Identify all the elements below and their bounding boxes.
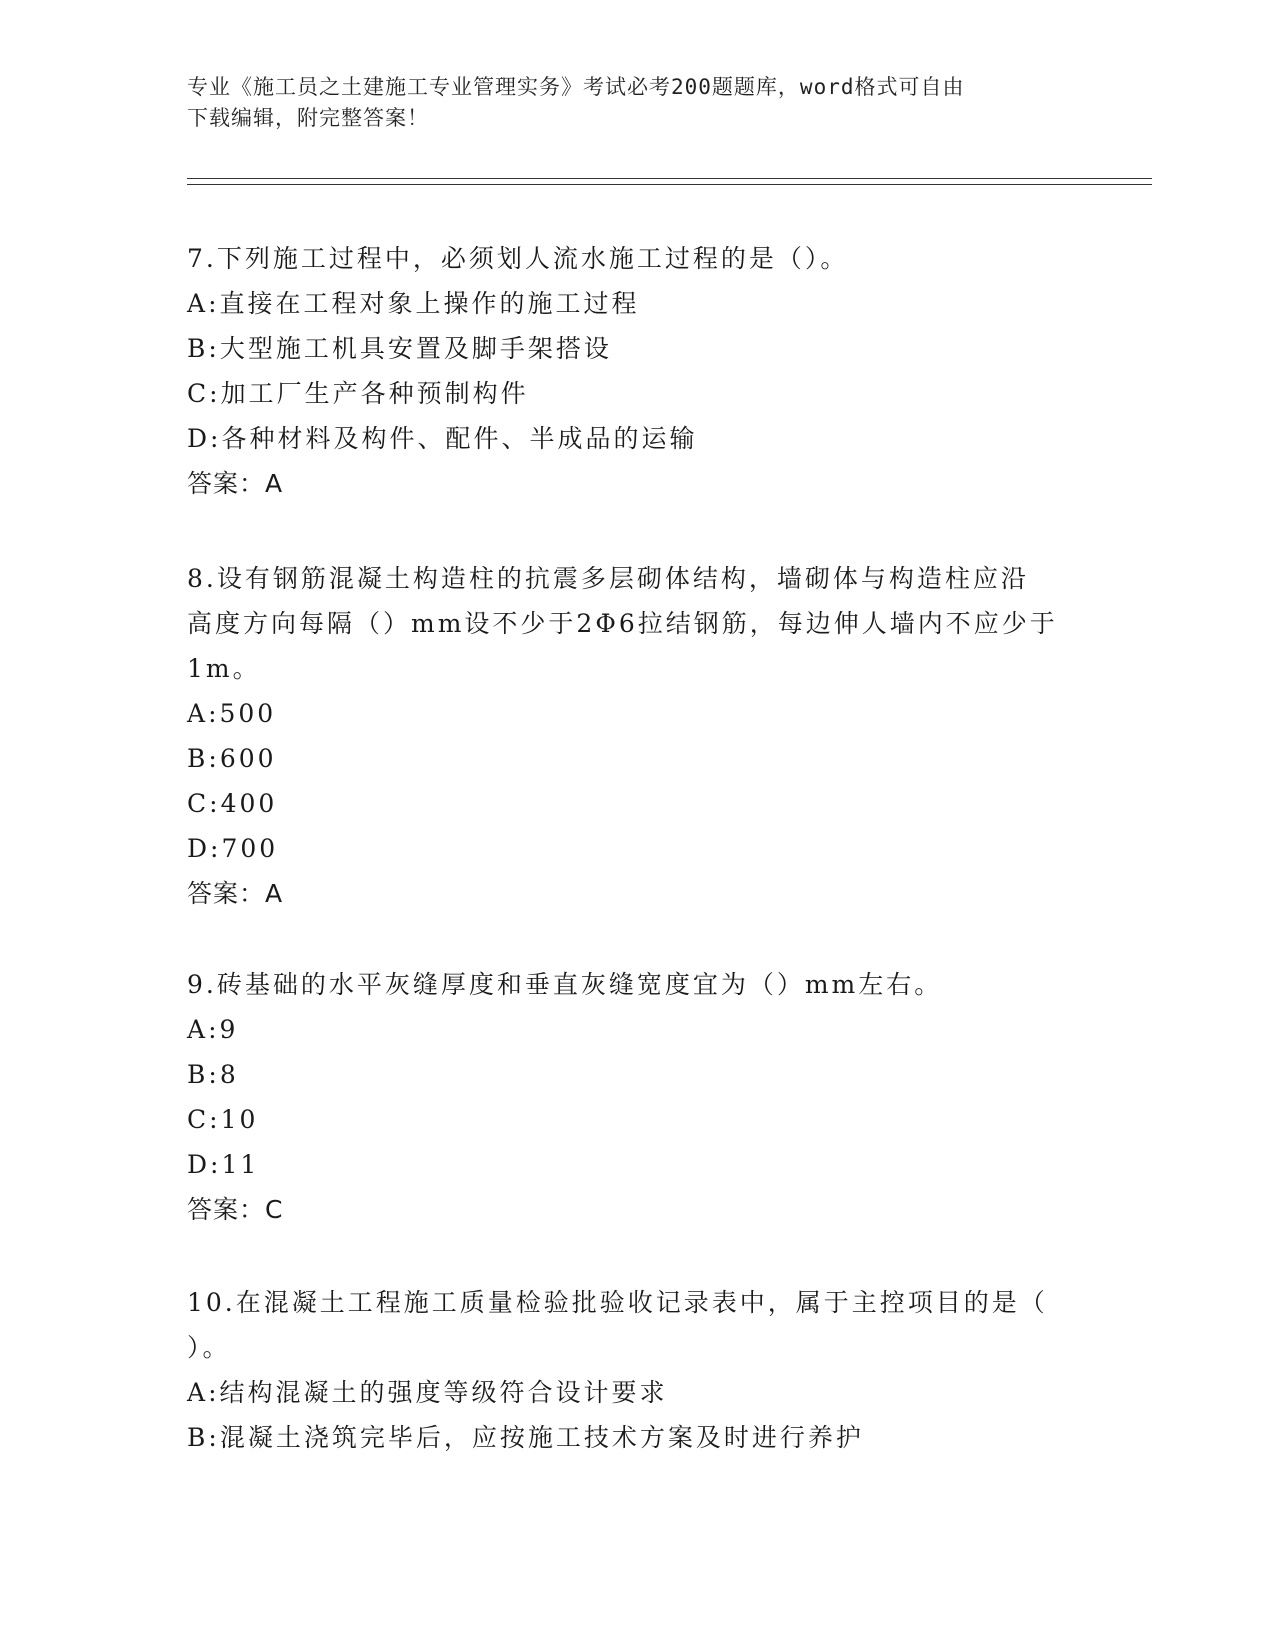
- option-separator: :: [209, 789, 221, 818]
- option-text: 加工厂生产各种预制构件: [220, 379, 529, 408]
- option-text: 10: [220, 1105, 259, 1134]
- question-9: [187, 962, 1087, 1232]
- option-separator: :: [210, 424, 222, 453]
- option-letter: D: [187, 424, 211, 453]
- option-letter: A: [187, 289, 209, 318]
- option-letter: B: [187, 744, 209, 773]
- option-separator: :: [209, 1105, 221, 1134]
- option-d: [187, 416, 1087, 461]
- answer-line: 答案：A: [187, 879, 284, 908]
- header-divider-bottom: [187, 184, 1152, 185]
- option-a: [187, 1007, 1087, 1052]
- header-divider-top: [187, 178, 1152, 179]
- header-line-1: 专业《施工员之土建施工专业管理实务》考试必考200题题库，word格式可自由: [187, 75, 965, 99]
- question-7: [187, 236, 1087, 506]
- option-b: [187, 736, 1087, 781]
- question-stem: 10.在混凝土工程施工质量检验批验收记录表中，属于主控项目的是（: [187, 1288, 1048, 1317]
- option-letter: A: [187, 1015, 209, 1044]
- option-d: [187, 1142, 1087, 1187]
- option-b: [187, 326, 1087, 371]
- question-stem: 7.下列施工过程中，必须划人流水施工过程的是（）。: [187, 244, 849, 273]
- option-separator: :: [208, 334, 220, 363]
- option-separator: :: [208, 744, 220, 773]
- option-text: 700: [221, 834, 279, 863]
- document-header: [187, 72, 1067, 134]
- option-text: 混凝土浇筑完毕后，应按施工技术方案及时进行养护: [219, 1423, 864, 1452]
- question-stem: 1m。: [187, 654, 261, 683]
- option-c: [187, 1097, 1087, 1142]
- option-letter: B: [187, 1060, 209, 1089]
- option-separator: :: [210, 1150, 222, 1179]
- question-stem: 高度方向每隔（）mm设不少于2Φ6拉结钢筋，每边伸人墙内不应少于: [187, 609, 1058, 638]
- question-stem: 9.砖基础的水平灰缝厚度和垂直灰缝宽度宜为（）mm左右。: [187, 970, 943, 999]
- option-text: 400: [220, 789, 278, 818]
- option-d: [187, 826, 1087, 871]
- option-letter: B: [187, 1423, 209, 1452]
- answer-line: 答案：C: [187, 1195, 284, 1224]
- option-separator: :: [208, 1378, 220, 1407]
- option-separator: :: [208, 1423, 220, 1452]
- option-separator: :: [208, 1060, 220, 1089]
- option-text: 直接在工程对象上操作的施工过程: [219, 289, 640, 318]
- option-letter: D: [187, 834, 211, 863]
- option-a: [187, 1370, 1087, 1415]
- option-c: [187, 781, 1087, 826]
- option-a: [187, 281, 1087, 326]
- option-separator: :: [209, 379, 221, 408]
- question-stem: ）。: [187, 1333, 231, 1362]
- header-line-2: 下载编辑，附完整答案！: [187, 106, 429, 130]
- option-text: 9: [219, 1015, 239, 1044]
- option-a: [187, 691, 1087, 736]
- option-separator: :: [208, 699, 220, 728]
- option-b: [187, 1052, 1087, 1097]
- option-separator: :: [210, 834, 222, 863]
- option-separator: :: [208, 1015, 220, 1044]
- option-text: 大型施工机具安置及脚手架搭设: [219, 334, 612, 363]
- question-stem: 8.设有钢筋混凝土构造柱的抗震多层砌体结构，墙砌体与构造柱应沿: [187, 564, 1029, 593]
- option-text: 11: [221, 1150, 260, 1179]
- option-c: [187, 371, 1087, 416]
- option-separator: :: [208, 289, 220, 318]
- option-text: 结构混凝土的强度等级符合设计要求: [219, 1378, 668, 1407]
- option-text: 各种材料及构件、配件、半成品的运输: [221, 424, 698, 453]
- option-letter: C: [187, 1105, 210, 1134]
- option-letter: A: [187, 699, 209, 728]
- option-text: 500: [219, 699, 277, 728]
- option-letter: C: [187, 789, 210, 818]
- option-b: [187, 1415, 1087, 1460]
- option-letter: B: [187, 334, 209, 363]
- option-letter: A: [187, 1378, 209, 1407]
- option-text: 600: [219, 744, 277, 773]
- option-letter: C: [187, 379, 210, 408]
- question-8: [187, 556, 1087, 916]
- option-letter: D: [187, 1150, 211, 1179]
- question-10: [187, 1280, 1087, 1460]
- option-text: 8: [219, 1060, 239, 1089]
- answer-line: 答案：A: [187, 469, 284, 498]
